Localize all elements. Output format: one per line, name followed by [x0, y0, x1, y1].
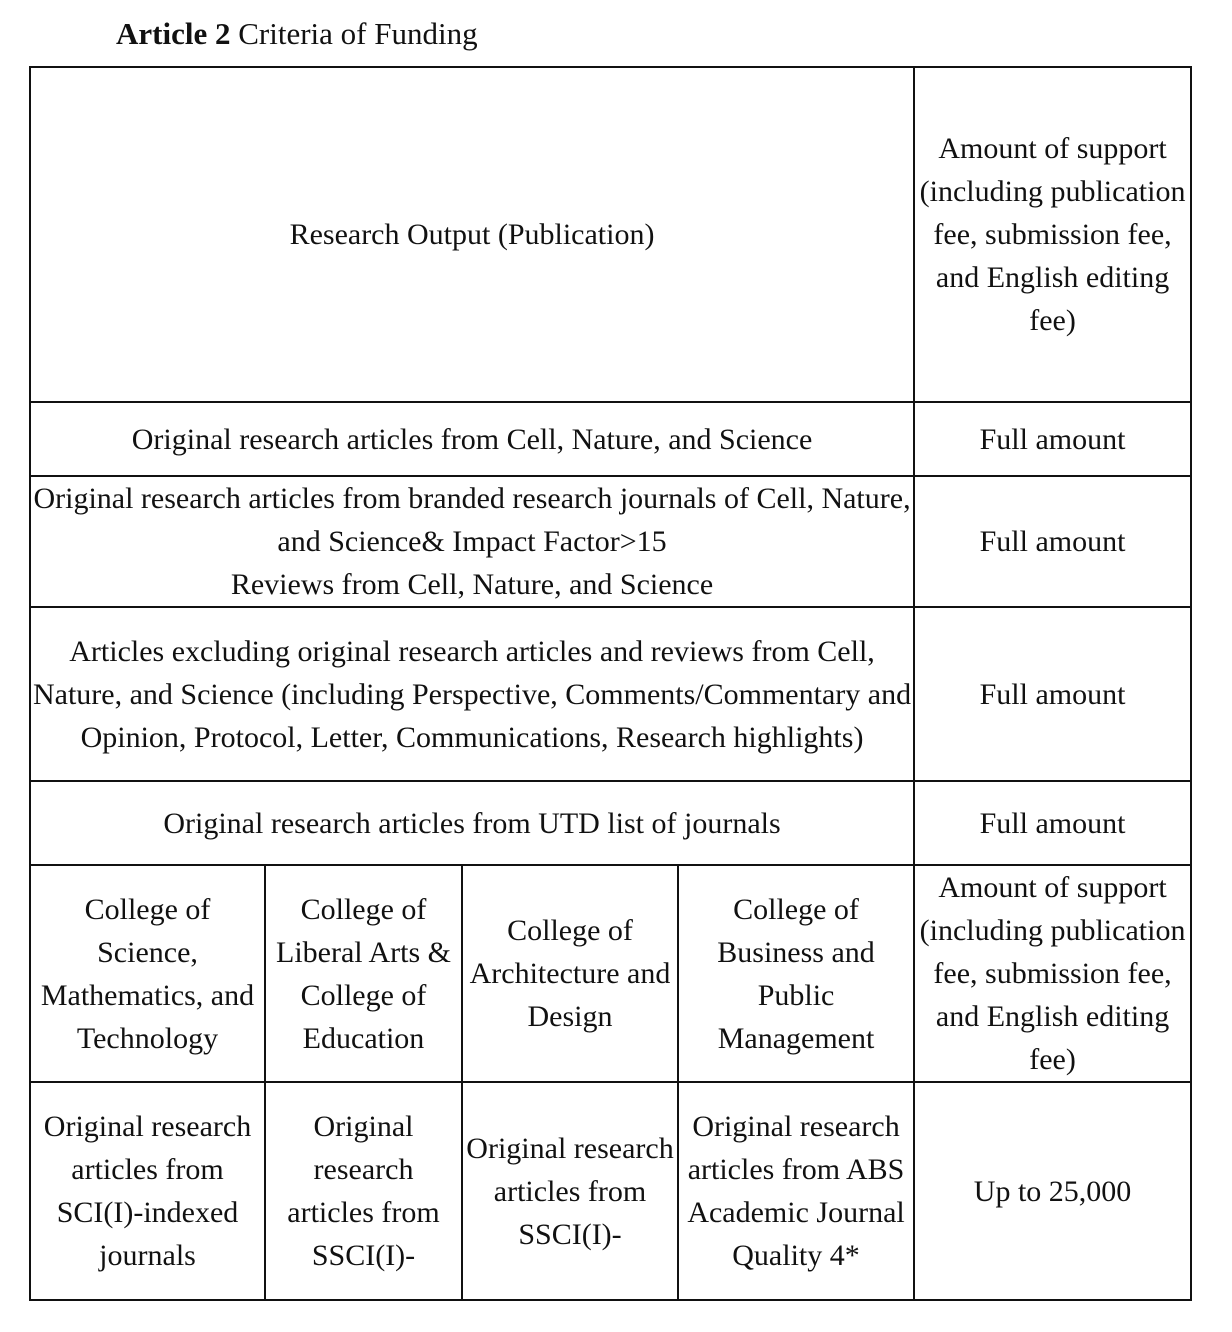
amount-of-support-header: Amount of support (including publication fee, submission fee, and English editing fee) [914, 67, 1191, 402]
amount-cell: Full amount [914, 402, 1191, 476]
college-liberal-arts-criteria: Original research articles from SSCI(I)- [265, 1082, 462, 1300]
research-output-cell: Original research articles from UTD list of journals [30, 781, 914, 865]
table-row [30, 402, 1191, 476]
college-science-criteria: Original research articles from SCI(I)-indexed journals [30, 1082, 265, 1300]
college-header-row [30, 865, 1191, 1082]
amount-cell: Up to 25,000 [914, 1082, 1191, 1300]
article-number: Article 2 [116, 16, 231, 51]
table-row [30, 607, 1191, 781]
research-output-cell: Original research articles from Cell, Nature, and Science [30, 402, 914, 476]
article-title: Criteria of Funding [230, 16, 478, 51]
amount-cell: Full amount [914, 607, 1191, 781]
college-business-criteria: Original research articles from ABS Academic Journal Quality 4* [678, 1082, 914, 1300]
amount-cell: Full amount [914, 476, 1191, 607]
table-header-row [30, 67, 1191, 402]
table-row [30, 781, 1191, 865]
college-liberal-arts-header: College of Liberal Arts & College of Education [265, 865, 462, 1082]
college-architecture-header: College of Architecture and Design [462, 865, 678, 1082]
article-heading [116, 14, 478, 54]
college-architecture-criteria: Original research articles from SSCI(I)- [462, 1082, 678, 1300]
college-science-header: College of Science, Mathematics, and Technology [30, 865, 265, 1082]
table-row [30, 476, 1191, 607]
amount-cell: Full amount [914, 781, 1191, 865]
research-output-header: Research Output (Publication) [30, 67, 914, 402]
research-output-cell: Articles excluding original research articles and reviews from Cell, Nature, and Science (including Perspective, Comments/Commentary and Opinion, Protocol, Letter, Communications, Research highlights) [30, 607, 914, 781]
amount-of-support-header: Amount of support (including publication fee, submission fee, and English editing fee) [914, 865, 1191, 1082]
college-business-header: College of Business and Public Management [678, 865, 914, 1082]
college-criteria-row [30, 1082, 1191, 1300]
funding-criteria-table [29, 66, 1192, 1301]
research-output-cell: Original research articles from branded research journals of Cell, Nature, and Science& Impact Factor>15 Reviews from Cell, Nature, and Science [30, 476, 914, 607]
